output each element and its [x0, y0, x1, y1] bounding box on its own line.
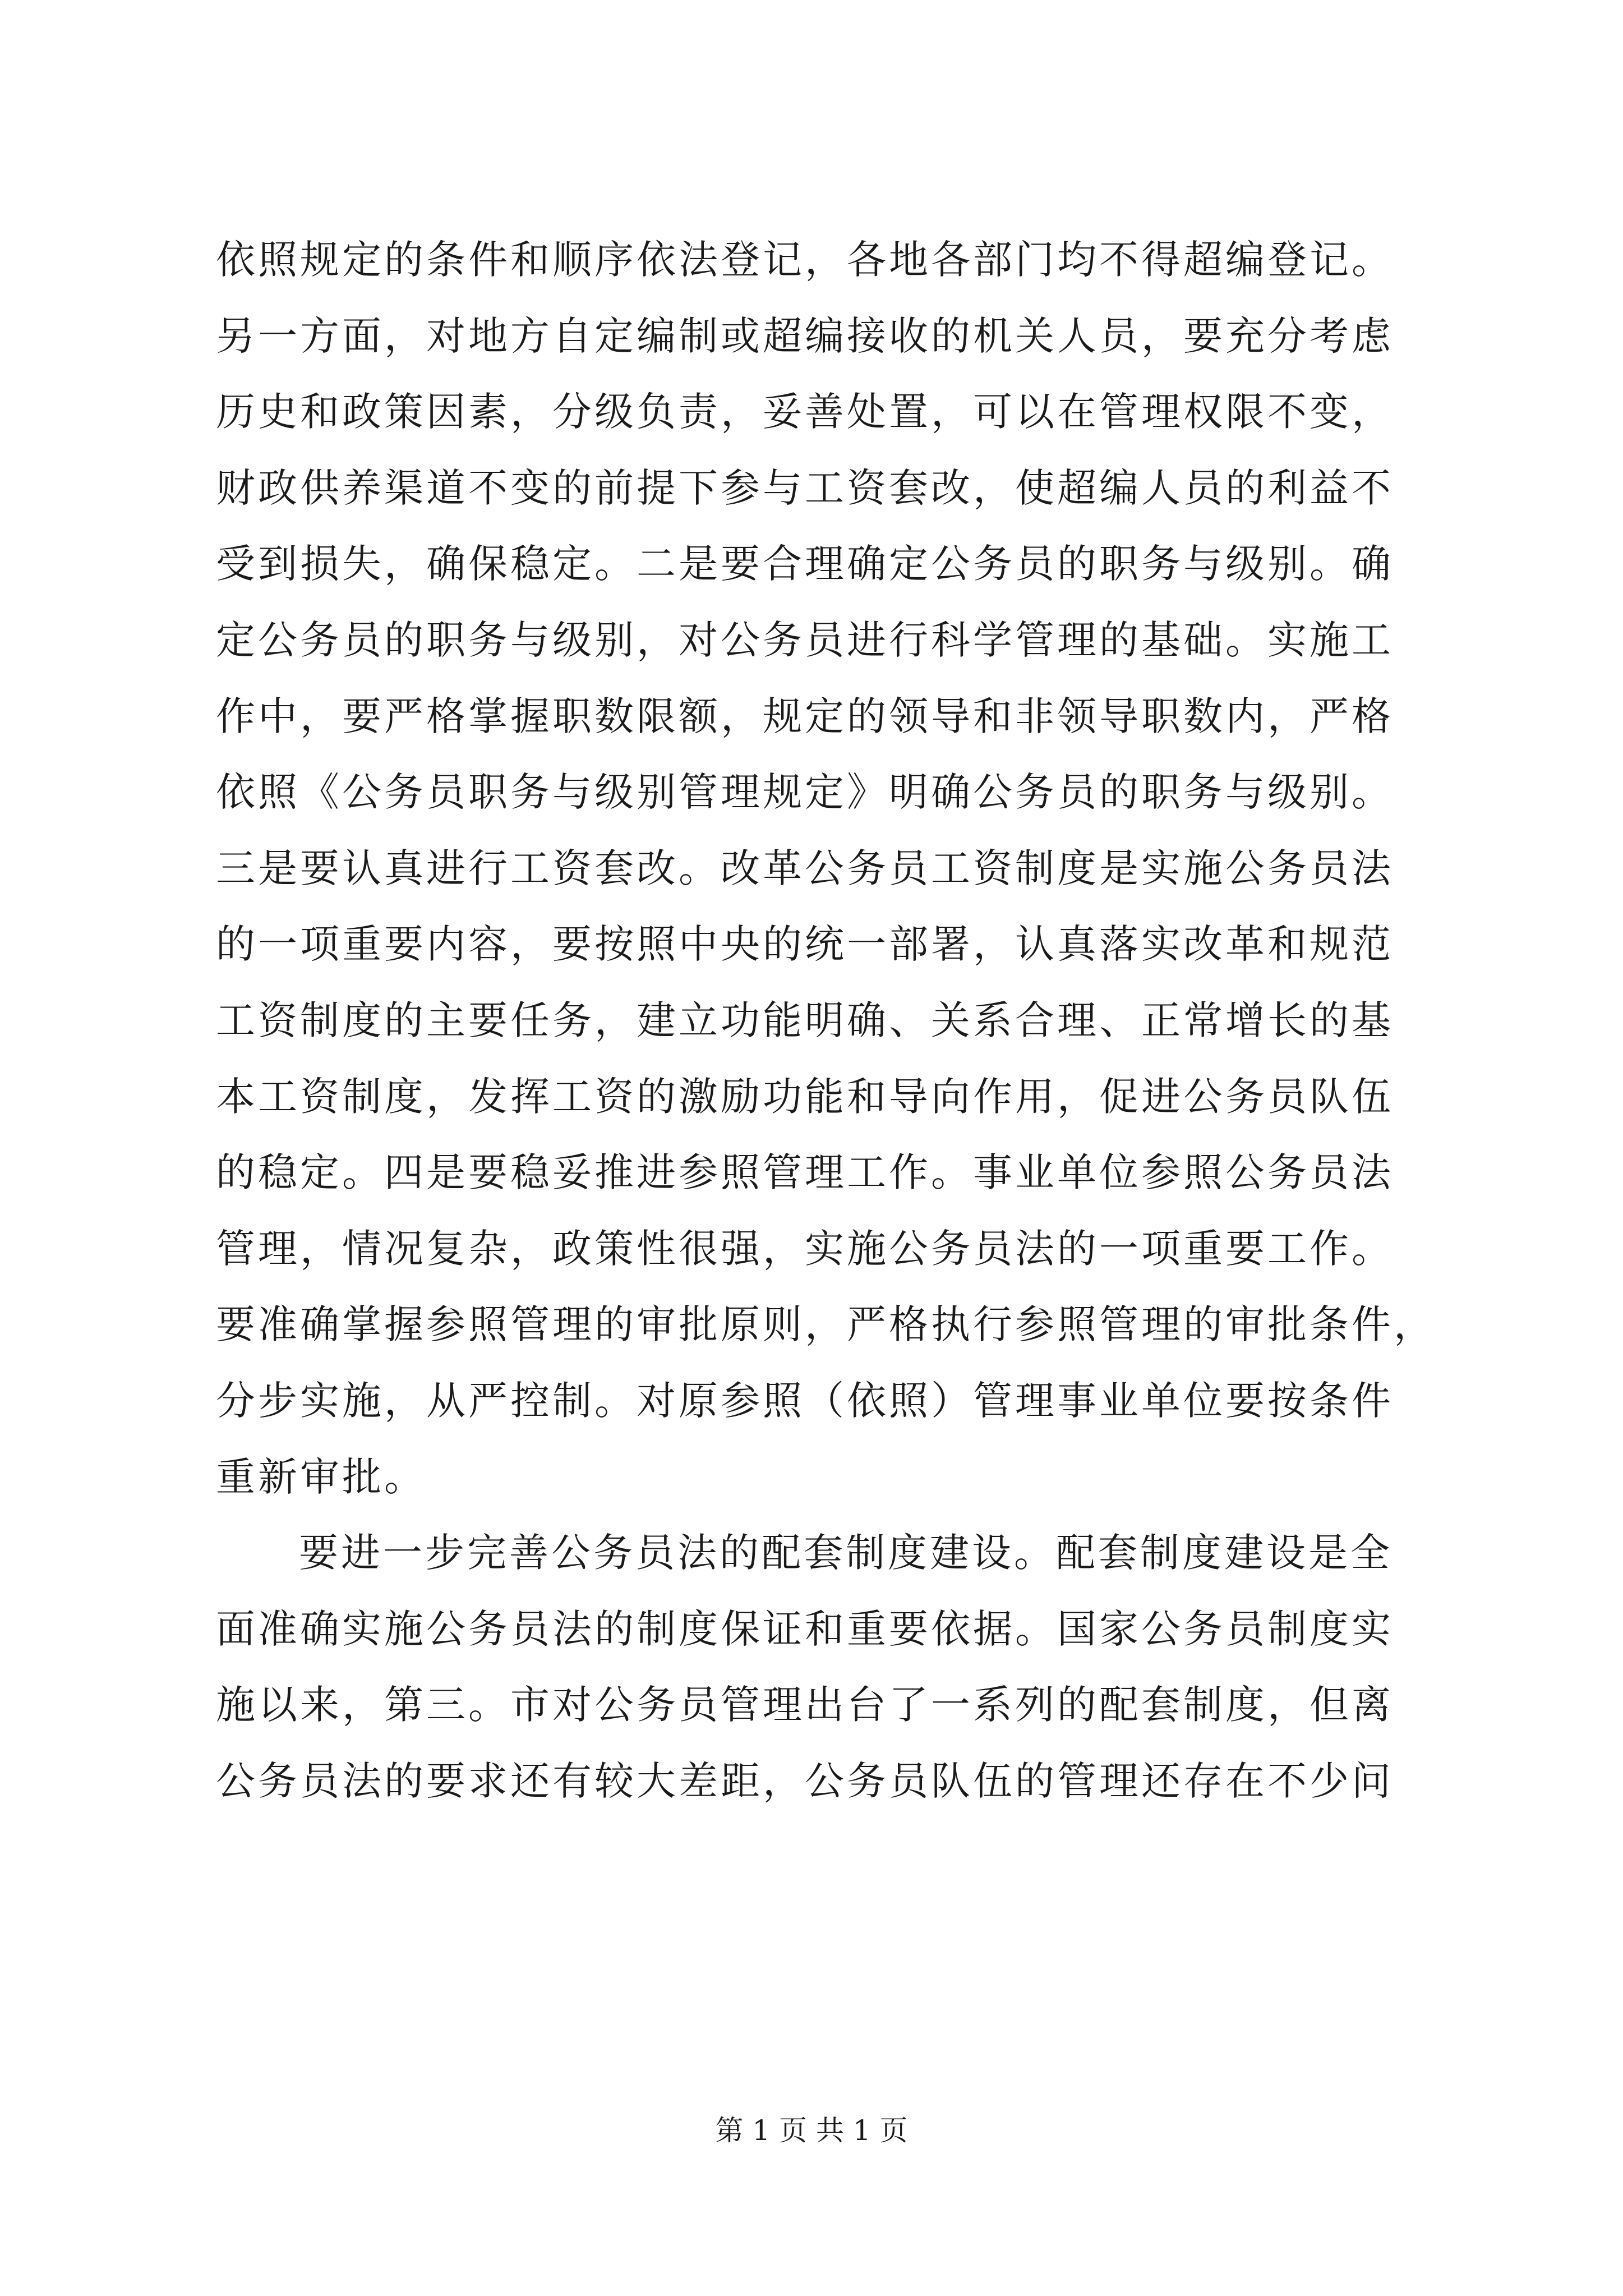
- text-line: 要准确掌握参照管理的审批原则，严格执行参照管理的审批条件，: [216, 1301, 1436, 1348]
- text-line: 的一项重要内容，要按照中央的统一部署，认真落实改革和规范: [216, 921, 1394, 968]
- text-line: 分步实施，从严控制。对原参照（依照）管理事业单位要按条件: [216, 1377, 1394, 1424]
- text-line: 定公务员的职务与级别，对公务员进行科学管理的基础。实施工: [216, 616, 1394, 663]
- text-line: 施以来，第三。市对公务员管理出台了一系列的配套制度，但离: [216, 1682, 1394, 1728]
- text-line: 公务员法的要求还有较大差距，公务员队伍的管理还存在不少问: [216, 1757, 1394, 1804]
- text-line: 作中，要严格掌握职数限额，规定的领导和非领导职数内，严格: [216, 693, 1394, 739]
- text-line: 依照《公务员职务与级别管理规定》明确公务员的职务与级别。: [216, 769, 1394, 816]
- text-line: 的稳定。四是要稳妥推进参照管理工作。事业单位参照公务员法: [216, 1149, 1394, 1196]
- text-line: 三是要认真进行工资套改。改革公务员工资制度是实施公务员法: [216, 845, 1394, 891]
- text-line: 另一方面，对地方自定编制或超编接收的机关人员，要充分考虑: [216, 312, 1394, 359]
- page-footer: 第 1 页 共 1 页: [715, 2114, 908, 2147]
- text-line: 重新审批。: [216, 1453, 426, 1500]
- text-line: 工资制度的主要任务，建立功能明确、关系合理、正常增长的基: [216, 997, 1394, 1043]
- text-line: 面准确实施公务员法的制度保证和重要依据。国家公务员制度实: [216, 1605, 1394, 1652]
- text-line: 管理，情况复杂，政策性很强，实施公务员法的一项重要工作。: [216, 1225, 1394, 1272]
- text-line: 受到损失，确保稳定。二是要合理确定公务员的职务与级别。确: [216, 541, 1394, 587]
- text-line: 财政供养渠道不变的前提下参与工资套改，使超编人员的利益不: [216, 464, 1394, 511]
- text-line: 依照规定的条件和顺序依法登记，各地各部门均不得超编登记。: [216, 237, 1394, 283]
- text-line: 本工资制度，发挥工资的激励功能和导向作用，促进公务员队伍: [216, 1073, 1394, 1120]
- text-line: 要进一步完善公务员法的配套制度建设。配套制度建设是全: [299, 1530, 1393, 1576]
- text-line: 历史和政策因素，分级负责，妥善处置，可以在管理权限不变，: [216, 389, 1394, 435]
- body-text: [216, 222, 1436, 1819]
